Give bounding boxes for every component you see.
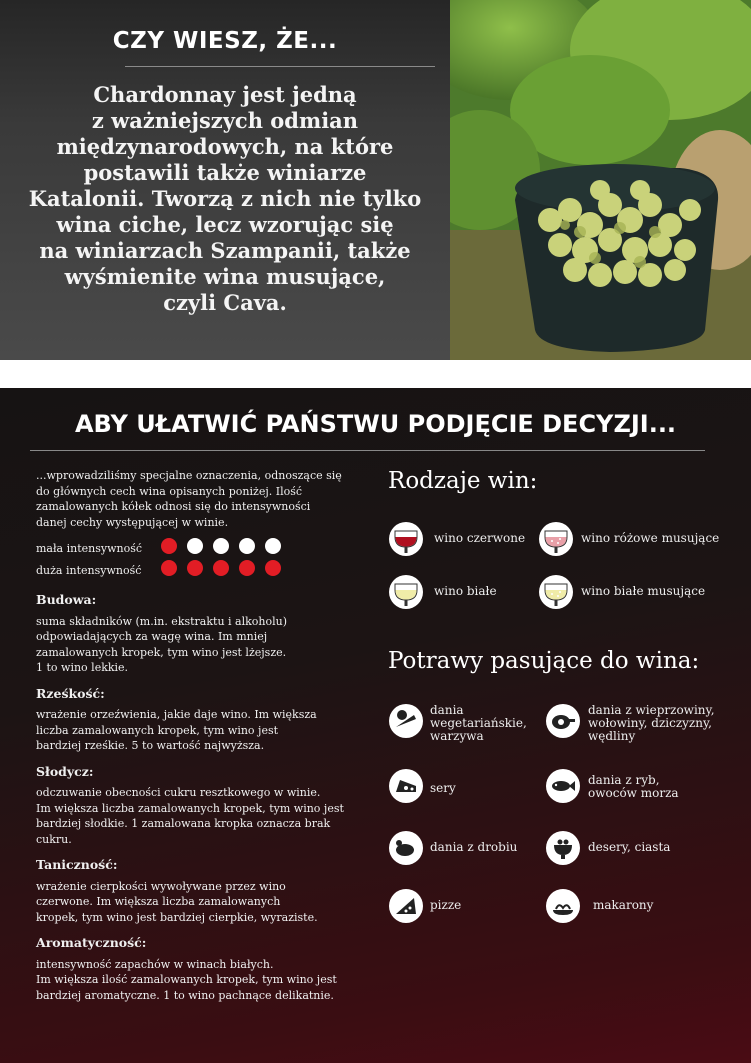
high-intensity-row xyxy=(36,560,366,582)
food-veg-label: dania wegetariańskie, warzywa xyxy=(430,703,527,743)
wine-white-label: wino białe xyxy=(434,584,497,598)
food-pairing-heading: Potrawy pasujące do wina: xyxy=(388,648,700,674)
rose-sparkling-glass-icon xyxy=(538,521,574,557)
section-heading-sweetness: Słodycz: xyxy=(36,763,94,779)
divider xyxy=(30,450,705,451)
wine-white-sparkling-label: wino białe musujące xyxy=(581,584,706,598)
low-intensity-dots xyxy=(161,538,291,554)
cheese-icon xyxy=(388,768,424,804)
empty-dot xyxy=(265,538,281,554)
legend-section xyxy=(0,388,751,1063)
did-you-know-text: Chardonnay jest jedną z ważniejszych odmian międzynarodowych, na które postawili także winiarze Katalonii. Tworzą z nich nie tylko wina ciche, lecz wzorując się na winiarzach Szampanii, także wyśmienite wina musujące, czyli Cava. xyxy=(28,82,422,315)
low-intensity-label: mała intensywność xyxy=(36,542,143,555)
white-sparkling-glass-icon xyxy=(538,574,574,610)
red-wine-glass-icon xyxy=(388,521,424,557)
pasta-icon xyxy=(545,888,581,924)
fish-icon xyxy=(545,768,581,804)
section-heading-tannin: Taniczność: xyxy=(36,857,118,872)
wine-types-heading: Rodzaje win: xyxy=(388,468,538,494)
section-text-freshness: wrażenie orzeźwienia, jakie daje wino. Im większa liczba zamalowanych kropek, tym wino jest bardziej rześkie. 5 to wartość najwyższa. xyxy=(36,708,317,752)
meat-icon xyxy=(545,703,581,739)
food-meat-label: dania z wieprzowiny, wołowiny, dziczyzny, wędliny xyxy=(588,703,715,743)
section-text-body: suma składników (m.in. ekstraktu i alkoholu) odpowiadających za wagę wina. Im mniej zamalowanych kropek, tym wino jest lżejsze. 1 to wino lekkie. xyxy=(36,614,288,674)
food-fish-label: dania z ryb, owoców morza xyxy=(588,773,679,800)
section-text-sweetness: odczuwanie obecności cukru resztkowego w winie. Im większa liczba zamalowanych kropek, tym wino jest bardziej słodkie. 1 zamalowana kropka oznacza brak cukru. xyxy=(36,786,344,846)
high-intensity-dots xyxy=(161,560,291,576)
low-intensity-row xyxy=(36,538,366,560)
filled-dot xyxy=(213,560,229,576)
did-you-know-panel xyxy=(0,0,450,360)
vegetables-icon xyxy=(388,703,424,739)
food-dessert-label: desery, ciasta xyxy=(588,840,671,854)
did-you-know-section xyxy=(0,0,751,360)
section-heading-freshness: Rześkość: xyxy=(36,685,105,701)
poultry-icon xyxy=(388,830,424,866)
legend-left-column xyxy=(36,468,366,1003)
filled-dot xyxy=(187,560,203,576)
filled-dot xyxy=(161,538,177,554)
food-poultry-label: dania z drobiu xyxy=(430,840,518,854)
did-you-know-title: CZY WIESZ, ŻE... xyxy=(112,28,338,54)
grape-basket-photo xyxy=(450,0,751,360)
wine-red-label: wino czerwone xyxy=(434,531,526,545)
high-intensity-label: duża intensywność xyxy=(36,564,142,577)
dessert-icon xyxy=(545,830,581,866)
wine-rose-sparkling-label: wino różowe musujące xyxy=(581,531,720,545)
section-text-aroma: intensywność zapachów w winach białych. Im większa ilość zamalowanych kropek, tym wino jest bardziej aromatyczne. 1 to wino pachnące delikatnie. xyxy=(36,957,337,1002)
filled-dot xyxy=(265,560,281,576)
food-cheese-label: sery xyxy=(430,781,456,795)
filled-dot xyxy=(239,560,255,576)
food-pizza-label: pizze xyxy=(430,898,462,912)
white-wine-glass-icon xyxy=(388,574,424,610)
section-heading-aroma: Aromatyczność: xyxy=(36,935,147,950)
empty-dot xyxy=(239,538,255,554)
food-pasta-label: makarony xyxy=(593,898,654,912)
legend-title: ABY UŁATWIĆ PAŃSTWU PODJĘCIE DECYZJI... xyxy=(74,410,677,438)
pizza-icon xyxy=(388,888,424,924)
empty-dot xyxy=(213,538,229,554)
empty-dot xyxy=(187,538,203,554)
section-text-tannin: wrażenie cierpkości wywoływane przez wino czerwone. Im większa liczba zamalowanych kropek, tym wino jest bardziej cierpkie, wyraziste. xyxy=(36,879,318,924)
section-heading-body: Budowa: xyxy=(36,592,97,607)
filled-dot xyxy=(161,560,177,576)
divider xyxy=(125,66,435,67)
legend-intro: ...wprowadziliśmy specjalne oznaczenia, odnoszące się do głównych cech wina opisanych poniżej. Ilość zamalowanych kółek odnosi się do intensywności danej cechy występującej w winie. xyxy=(36,469,342,529)
